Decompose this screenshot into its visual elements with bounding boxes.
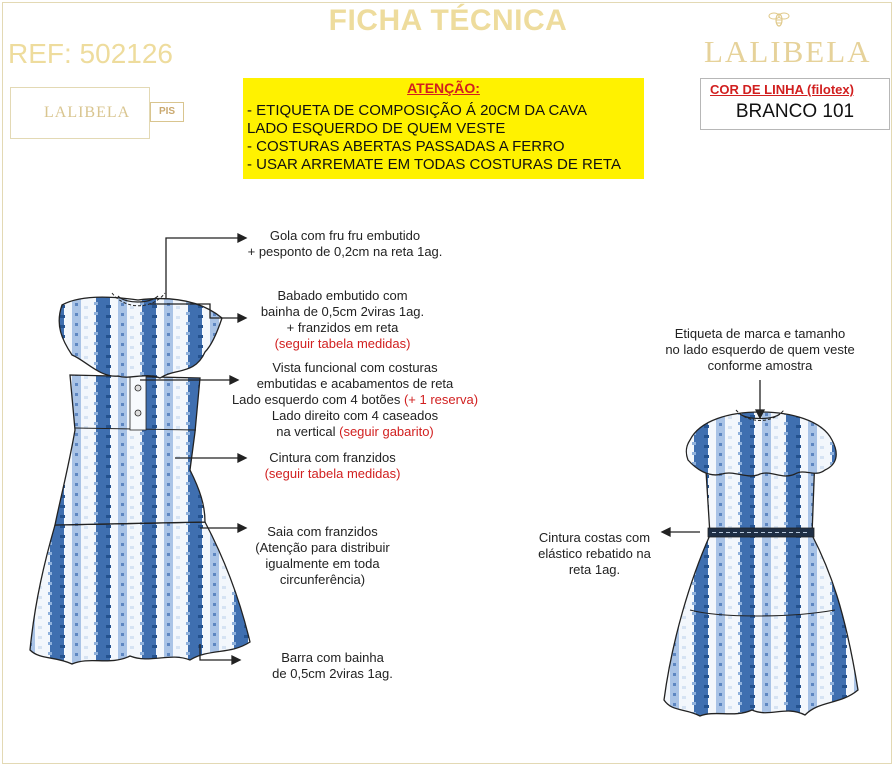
- note-label: Etiqueta de marca e tamanho no lado esquerdo de quem veste conforme amostra: [665, 326, 855, 373]
- front-ruffle: [59, 297, 222, 378]
- label-brand: LALIBELA: [44, 104, 131, 121]
- reference-code: REF: 502126: [8, 38, 173, 69]
- button-3: [135, 385, 141, 391]
- attention-line: - COSTURAS ABERTAS PASSADAS A FERRO: [247, 138, 565, 155]
- back-ruffle: [686, 412, 836, 476]
- front-skirt: [30, 522, 250, 664]
- page-title: FICHA TÉCNICA: [328, 4, 568, 37]
- note-hem: Barra com bainha de 0,5cm 2viras 1ag.: [272, 650, 393, 681]
- back-dress: [664, 410, 858, 716]
- note-back-waist: Cintura costas com elástico rebatido na reta 1ag.: [538, 530, 651, 577]
- note-waist: Cintura com franzidos (seguir tabela medidas): [264, 450, 401, 481]
- button-4: [135, 410, 141, 416]
- note-collar: Gola com fru fru embutido + pesponto de 0,2cm na reta 1ag.: [247, 228, 443, 259]
- attention-line: LADO ESQUERDO DE QUEM VESTE: [247, 120, 506, 137]
- brand-logo: LALIBELA: [704, 34, 872, 69]
- thread-color-value: BRANCO 101: [735, 101, 855, 122]
- back-skirt: [664, 535, 858, 716]
- note-placket: Vista funcional com costuras embutidas e acabamentos de reta Lado esquerdo com 4 botões (+ 1 reserva) Lado direito com 4 caseados na vertical (seguir gabarito): [231, 360, 479, 439]
- front-dress: [30, 293, 250, 664]
- note-skirt: Saia com franzidos (Atenção para distribuir igualmente em toda circunferência): [255, 524, 390, 587]
- attention-title: ATENÇÃO:: [407, 80, 480, 96]
- attention-line: - USAR ARREMATE EM TODAS COSTURAS DE RETA: [247, 156, 621, 173]
- note-ruffle: Babado embutido com bainha de 0,5cm 2viras 1ag. + franzidos em reta (seguir tabela medidas): [260, 288, 425, 351]
- thread-color-title: COR DE LINHA (filotex): [710, 82, 854, 97]
- attention-line: - ETIQUETA DE COMPOSIÇÃO Á 20CM DA CAVA: [247, 102, 588, 119]
- pis-badge: PIS: [150, 102, 184, 122]
